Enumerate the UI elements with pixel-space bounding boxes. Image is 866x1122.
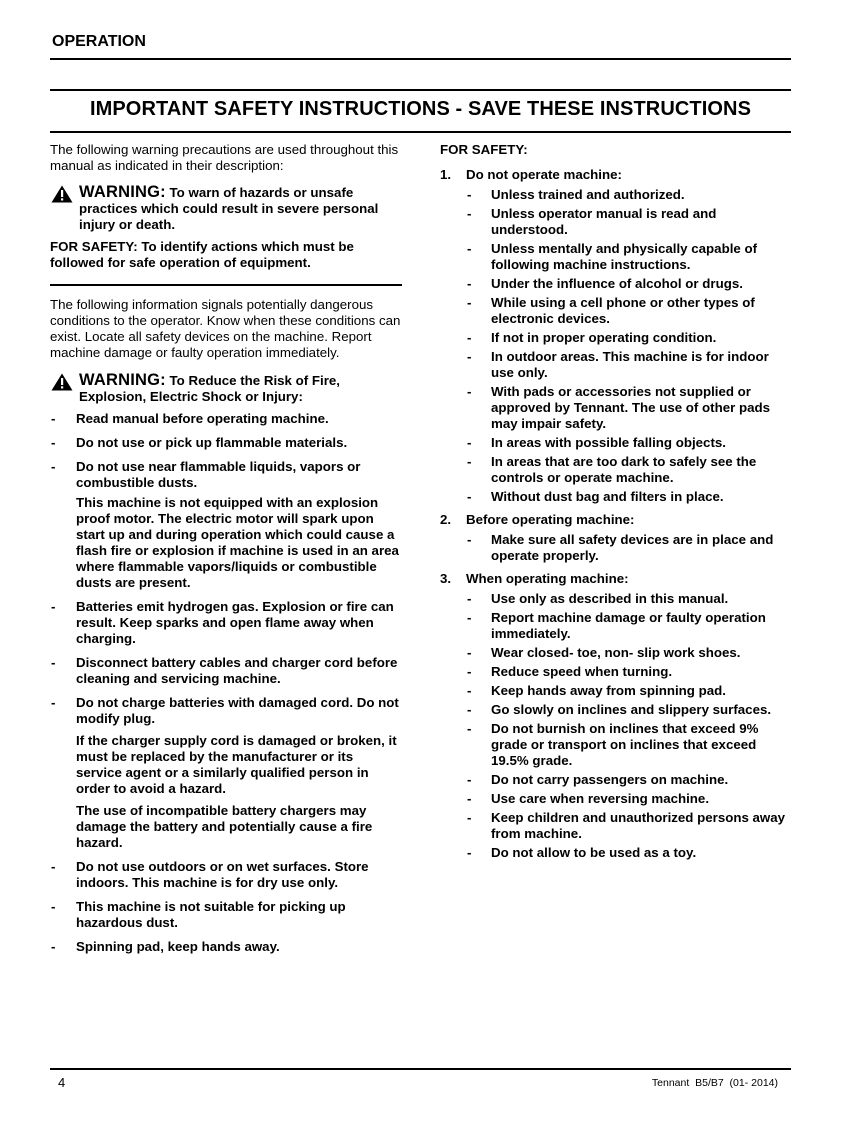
left-column <box>50 142 402 955</box>
list-item: - Do not use near flammable liquids, vapors or combustible dusts. This machine is not equipped with an explosion proof motor. The electric motor will spark upon start up and during operation which could cause a flash fire or explosion if machine is used in an area where flammable vapors/liquids or combustible dusts are present. <box>50 459 402 591</box>
warning-text: To Reduce the Risk of Fire, Explosion, Electric Shock or Injury: <box>79 372 340 404</box>
list-item: - Do not charge batteries with damaged cord. Do not modify plug. If the charger supply cord is damaged or broken, it must be replaced by the manufacturer or its service agent or a similarly qualified person in order to avoid a hazard. The use of incompatible battery chargers may damage the battery and potentially cause a fire hazard. <box>50 695 402 851</box>
list-item-note: This machine is not equipped with an explosion proof motor. The electric motor will spark upon start up and during operation which could cause a flash fire or explosion if machine is used in an area where flammable vapors/liquids or combustible dusts are present. <box>76 494 399 590</box>
section-number: 3. <box>440 571 452 586</box>
list-item: - Read manual before operating machine. <box>50 411 402 427</box>
section-items <box>466 591 792 861</box>
list-item: - Unless mentally and physically capable of following machine instructions. <box>466 241 792 273</box>
top-rule <box>50 58 791 60</box>
list-item: - In areas with possible falling objects. <box>466 435 792 451</box>
page-number: 4 <box>58 1075 66 1090</box>
section-number: 1. <box>440 167 452 182</box>
right-column <box>440 142 792 861</box>
list-item-note: If the charger supply cord is damaged or broken, it must be replaced by the manufacturer or its service agent or a similarly qualified person in order to avoid a hazard. <box>76 732 397 796</box>
list-item: - With pads or accessories not supplied or approved by Tennant. The use of other pads may impair safety. <box>466 384 792 432</box>
list-item: - Do not burnish on inclines that exceed 9% grade or transport on inclines that exceed 19.5% grade. <box>466 721 792 769</box>
warning-word: WARNING: <box>79 183 166 201</box>
warning-word: WARNING: <box>79 370 166 389</box>
info-text: The following information signals potentially dangerous conditions to the operator. Know when these conditions can exist. Locate all safety devices on the machine. Report machine damage or faulty operation immediately. <box>50 296 401 360</box>
list-item: - Without dust bag and filters in place. <box>466 489 792 505</box>
list-item: - In areas that are too dark to safely see the controls or operate machine. <box>466 454 792 486</box>
warning-block-2 <box>50 372 402 405</box>
list-item: - Do not carry passengers on machine. <box>466 772 792 788</box>
list-item: - Disconnect battery cables and charger cord before cleaning and servicing machine. <box>50 655 402 687</box>
safety-section <box>440 167 792 505</box>
list-item: - This machine is not suitable for picking up hazardous dust. <box>50 899 402 931</box>
list-item: - Under the influence of alcohol or drugs. <box>466 276 792 292</box>
list-item: - Spinning pad, keep hands away. <box>50 939 402 955</box>
section-label: OPERATION <box>52 33 146 50</box>
list-item: - Do not use or pick up flammable materials. <box>50 435 402 451</box>
section-items <box>466 187 792 505</box>
safety-section <box>440 512 792 564</box>
list-item-note: The use of incompatible battery chargers may damage the battery and potentially cause a fire hazard. <box>76 802 373 850</box>
document-reference: Tennant B5/B7 (01- 2014) <box>651 1077 778 1089</box>
list-item: - Report machine damage or faulty operation immediately. <box>466 610 792 642</box>
list-item: - Batteries emit hydrogen gas. Explosion or fire can result. Keep sparks and open flame away when charging. <box>50 599 402 647</box>
list-item: - Keep children and unauthorized persons away from machine. <box>466 810 792 842</box>
for-safety-heading: FOR SAFETY: <box>440 142 528 157</box>
warning-triangle-icon <box>51 373 73 391</box>
list-item: - Reduce speed when turning. <box>466 664 792 680</box>
safety-sections <box>440 167 792 861</box>
warning-text: To warn of hazards or unsafe practices which could result in severe personal injury or death. <box>79 185 379 232</box>
list-item: - Make sure all safety devices are in place and operate properly. <box>466 532 792 564</box>
page-title: IMPORTANT SAFETY INSTRUCTIONS - SAVE THESE INSTRUCTIONS <box>89 98 752 120</box>
list-item: - If not in proper operating condition. <box>466 330 792 346</box>
section-title: When operating machine: <box>466 571 629 586</box>
list-item: - Use only as described in this manual. <box>466 591 792 607</box>
list-item: - Use care when reversing machine. <box>466 791 792 807</box>
divider <box>50 284 402 286</box>
warning-list <box>50 411 402 955</box>
list-item: - While using a cell phone or other types of electronic devices. <box>466 295 792 327</box>
safety-section <box>440 571 792 861</box>
list-item: - Go slowly on inclines and slippery surfaces. <box>466 702 792 718</box>
section-title: Before operating machine: <box>466 512 635 527</box>
title-top-rule <box>50 89 791 91</box>
warning-block-1 <box>50 184 402 233</box>
title-bottom-rule <box>50 131 791 133</box>
intro-text: The following warning precautions are used throughout this manual as indicated in their description: <box>50 142 399 173</box>
for-safety-definition: FOR SAFETY: To identify actions which must be followed for safe operation of equipment. <box>50 239 354 270</box>
footer-rule <box>50 1068 791 1070</box>
list-item: - Unless operator manual is read and understood. <box>466 206 792 238</box>
list-item: - Unless trained and authorized. <box>466 187 792 203</box>
section-title: Do not operate machine: <box>466 167 622 182</box>
section-items <box>466 532 792 564</box>
section-number: 2. <box>440 512 452 527</box>
list-item: - In outdoor areas. This machine is for indoor use only. <box>466 349 792 381</box>
list-item: - Wear closed- toe, non- slip work shoes. <box>466 645 792 661</box>
list-item: - Do not allow to be used as a toy. <box>466 845 792 861</box>
list-item: - Keep hands away from spinning pad. <box>466 683 792 699</box>
warning-triangle-icon <box>51 185 73 203</box>
list-item: - Do not use outdoors or on wet surfaces. Store indoors. This machine is for dry use only. <box>50 859 402 891</box>
